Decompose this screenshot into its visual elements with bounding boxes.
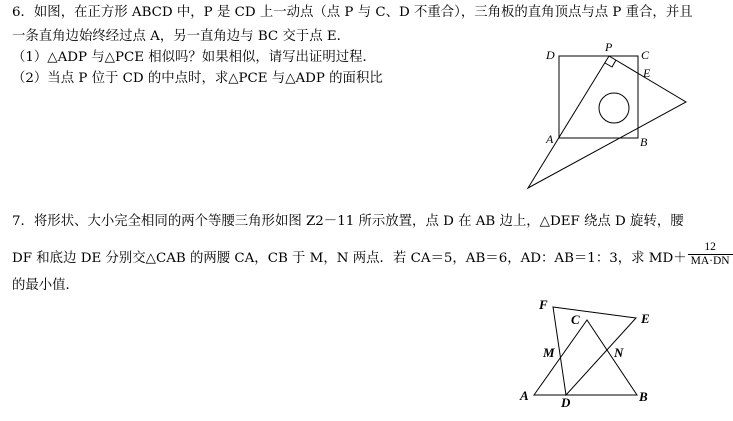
label-m: M [543, 345, 555, 360]
label-b: B [640, 135, 648, 149]
problem-7-line-2-text: DF 和底边 DE 分别交△CAB 的两腰 CA，CB 于 M，N 两点．若 CA＝5，AB＝6，AD：AB＝1：3，求 MD＋ [12, 251, 687, 266]
problem-6-line-3: （1）△ADP 与△PCE 相似吗？如果相似，请写出证明过程． [12, 50, 376, 65]
problem-7-line-1: 7．将形状、大小完全相同的两个等腰三角形如图 Z2－11 所示放置，点 D 在 AB 边上，△DEF 绕点 D 旋转，腰 [12, 214, 684, 229]
label-c: C [571, 312, 580, 327]
square-abcd [559, 56, 638, 138]
fraction-numerator: 12 [688, 241, 733, 255]
problem-6-line-2: 一条直角边始终经过点 A，另一直角边与 BC 交于点 E． [12, 29, 351, 44]
label-f: F [539, 297, 548, 312]
label-a: A [520, 388, 529, 403]
label-c: C [641, 48, 650, 62]
label-a: A [546, 132, 554, 146]
ruler-hole-circle [599, 93, 629, 123]
label-e: E [643, 66, 651, 80]
problem-7-line-3: 的最小值． [12, 278, 79, 293]
fraction-denominator: MA·DN [690, 255, 730, 267]
label-b: B [639, 389, 648, 404]
triangle-ruler [528, 56, 686, 188]
problem-7-line-2 [12, 241, 733, 272]
label-d: D [561, 395, 571, 410]
label-p: P [605, 40, 613, 54]
right-angle-mark [605, 60, 616, 67]
problem-7-figure [515, 295, 665, 415]
problem-6-line-4: （2）当点 P 位于 CD 的中点时，求△PCE 与△ADP 的面积比 [12, 71, 383, 86]
problem-6-line-1: 6．如图，在正方形 ABCD 中，P 是 CD 上一动点（点 P 与 C、D 不重合），三角板的直角顶点与点 P 重合，并且 [12, 5, 693, 20]
label-d: D [546, 48, 555, 62]
problem-6-figure [520, 38, 700, 193]
fraction [688, 241, 733, 268]
label-n: N [614, 345, 624, 360]
label-e: E [641, 311, 650, 326]
